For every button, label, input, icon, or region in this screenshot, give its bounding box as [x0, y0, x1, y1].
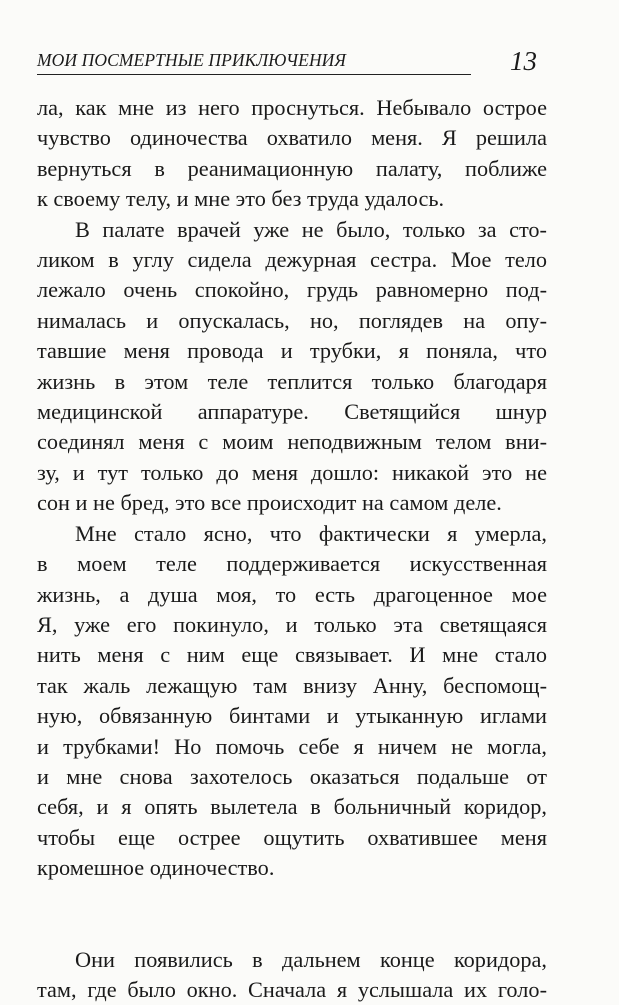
text-line: сон и не бред, это все происходит на самом деле.: [37, 490, 502, 516]
text-line: к своему телу, и мне это без труда удалось.: [37, 186, 445, 212]
text-line: медицинской аппаратуре. Светящийся шнур: [37, 399, 547, 425]
text-line: ла, как мне из него проснуться. Небывало острое: [37, 95, 547, 120]
paragraph: [37, 93, 547, 215]
text-line: жизнь, а душа моя, то есть драгоценное мое: [37, 581, 547, 607]
running-header: [37, 46, 547, 82]
text-line: так жаль лежащую там внизу Анну, беспомощ-: [37, 672, 547, 698]
text-line: ликом в углу сидела дежурная сестра. Мое тело: [37, 247, 547, 273]
text-line: В палате врачей уже не было, только за сто-: [75, 216, 547, 242]
text-line: ную, обвязанную бинтами и утыканную иглами: [37, 703, 547, 729]
body-text: [37, 93, 547, 1005]
text-line: в моем теле поддерживается искусственная: [37, 551, 547, 577]
text-line: зу, и тут только до меня дошло: никакой это не: [37, 459, 547, 485]
header-rule: [37, 74, 471, 75]
text-line: жизнь в этом теле теплится только благодаря: [37, 368, 547, 394]
text-line: и трубками! Но помочь себе я ничем не могла,: [37, 733, 547, 759]
text-line: Мне стало ясно, что фактически я умерла,: [75, 520, 547, 546]
text-line: Я, уже его покинуло, и только эта светящаяся: [37, 611, 547, 637]
text-line: кромешное одиночество.: [37, 855, 275, 881]
text-line: нить меня с ним еще связывает. И мне стало: [37, 642, 547, 668]
text-line: себя, и я опять вылетела в больничный коридор,: [37, 794, 547, 820]
paragraph: [37, 945, 547, 1005]
text-line: нималась и опускалась, но, поглядев на опу-: [37, 307, 547, 333]
text-line: вернуться в реанимационную палату, поближе: [37, 155, 547, 181]
text-line: там, где было окно. Сначала я услышала их голо-: [37, 976, 547, 1002]
section-break: [37, 884, 547, 945]
page-number: 13: [510, 46, 537, 76]
text-line: и мне снова захотелось оказаться подальше от: [37, 763, 547, 789]
text-line: чувство одиночества охватило меня. Я решила: [37, 125, 547, 151]
text-line: тавшие меня провода и трубки, я поняла, что: [37, 338, 547, 364]
paragraph: [37, 215, 547, 519]
text-line: чтобы еще острее ощутить охватившее меня: [37, 824, 547, 850]
text-line: соединял меня с моим неподвижным телом вни-: [37, 429, 547, 455]
running-title: МОИ ПОСМЕРТНЫЕ ПРИКЛЮЧЕНИЯ: [37, 50, 347, 70]
paragraph: [37, 519, 547, 884]
text-line: лежало очень спокойно, грудь равномерно под-: [37, 277, 547, 303]
text-line: Они появились в дальнем конце коридора,: [75, 946, 547, 972]
